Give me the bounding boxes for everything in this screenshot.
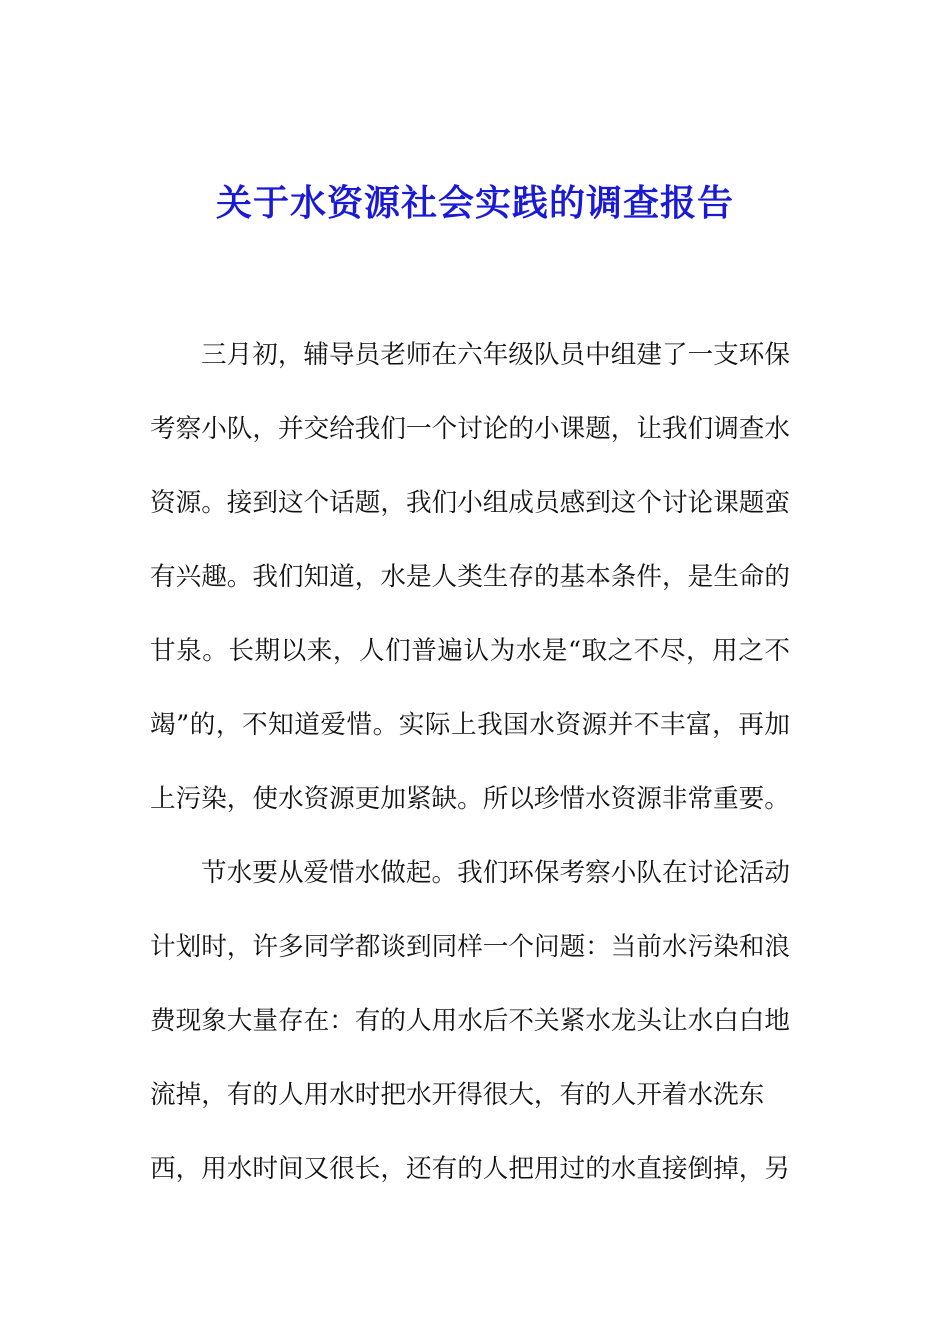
- paragraph-line: 上污染，使水资源更加紧缺。所以珍惜水资源非常重要。: [150, 784, 790, 814]
- paragraph-line: 甘泉。长期以来，人们普遍认为水是“取之不尽，用之不: [150, 636, 790, 666]
- paragraph-line: 费现象大量存在：有的人用水后不关紧水龙头让水白白地: [150, 1006, 790, 1036]
- paragraph-line: 节水要从爱惜水做起。我们环保考察小队在讨论活动: [201, 858, 790, 888]
- paragraph-line: 竭”的，不知道爱惜。实际上我国水资源并不丰富，再加: [150, 710, 790, 740]
- paragraph-line: 有兴趣。我们知道，水是人类生存的基本条件，是生命的: [150, 562, 790, 592]
- paragraph-line: 考察小队，并交给我们一个讨论的小课题，让我们调查水: [150, 414, 790, 444]
- document-title: 关于水资源社会实践的调查报告: [215, 182, 734, 224]
- paragraph-line: 西，用水时间又很长，还有的人把用过的水直接倒掉，另: [150, 1154, 790, 1184]
- paragraph-line: 流掉，有的人用水时把水开得很大，有的人开着水洗东: [150, 1080, 765, 1110]
- paragraph-line: 三月初，辅导员老师在六年级队员中组建了一支环保: [201, 340, 790, 370]
- paragraph-line: 计划时，许多同学都谈到同样一个问题：当前水污染和浪: [150, 932, 790, 962]
- paragraph-line: 资源。接到这个话题，我们小组成员感到这个讨论课题蛮: [150, 488, 790, 518]
